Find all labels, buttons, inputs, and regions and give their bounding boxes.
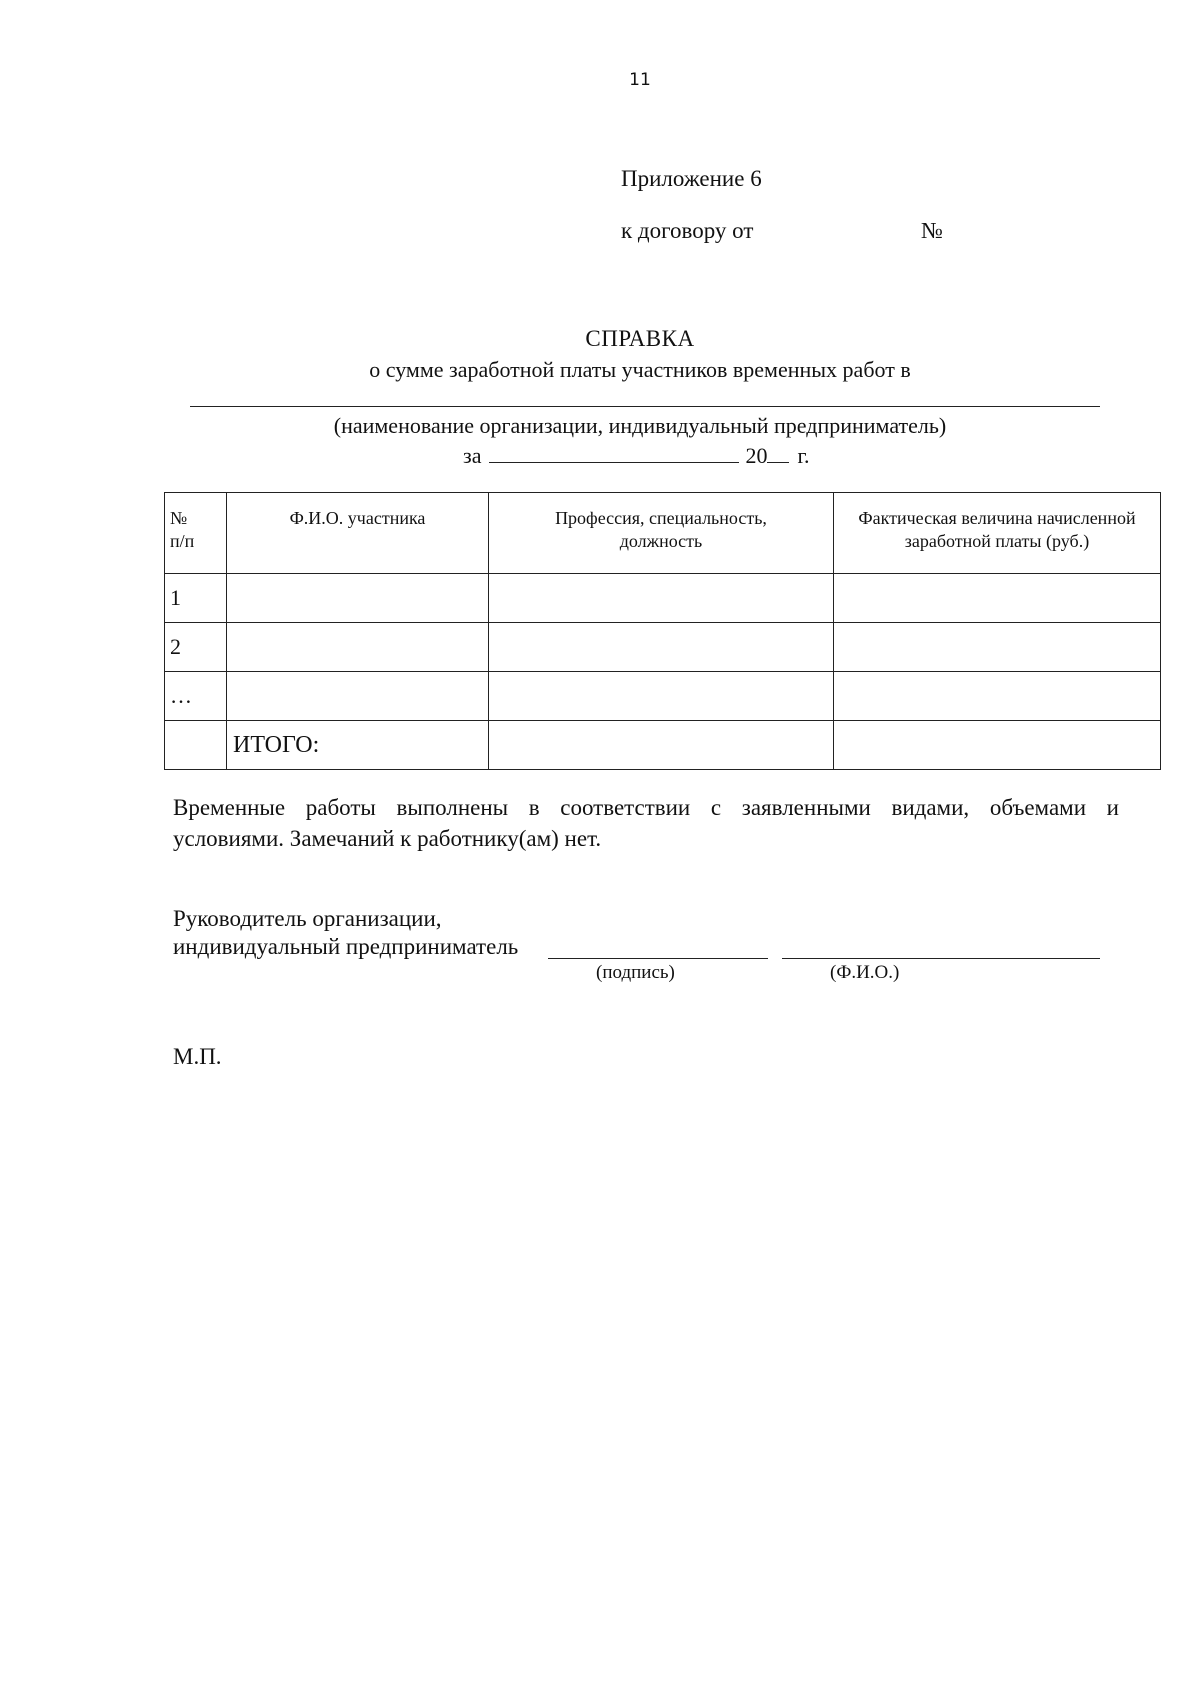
header-salary [834, 493, 1161, 574]
period-line [463, 442, 810, 469]
stamp-placeholder: М.П. [173, 1044, 222, 1069]
signature-line [548, 958, 768, 959]
salary-table [164, 492, 1161, 770]
period-prefix: за [463, 443, 482, 468]
salary-cell [834, 623, 1161, 672]
period-suffix: г. [797, 443, 810, 468]
fio-line [782, 958, 1100, 959]
header-profession-text: Профессия, специальность, должность [555, 508, 767, 551]
profession-cell [489, 623, 834, 672]
header-name-text: Ф.И.О. участника [289, 508, 426, 528]
contract-number-sign: № [921, 218, 943, 243]
appendix-title: Приложение 6 [621, 166, 762, 191]
table-row [165, 623, 1161, 672]
row-number-cell: 1 [165, 574, 227, 623]
period-year: 20 [745, 443, 768, 468]
salary-cell [834, 672, 1161, 721]
participant-name-cell [227, 672, 489, 721]
table-header-row [165, 493, 1161, 574]
total-salary-cell [834, 721, 1161, 770]
table-row [165, 672, 1161, 721]
total-number-cell [165, 721, 227, 770]
period-blank [489, 442, 739, 463]
organization-caption: (наименование организации, индивидуальный предприниматель) [333, 413, 947, 438]
profession-cell [489, 672, 834, 721]
page-number: 11 [629, 70, 651, 90]
conclusion-text [173, 792, 1119, 854]
period-year-blank [767, 442, 789, 463]
conclusion-line-1: Временные работы выполнены в соответствии с заявленными видами, объемами и [173, 795, 1119, 820]
header-number [165, 493, 227, 574]
header-participant-name [227, 493, 489, 574]
salary-cell [834, 574, 1161, 623]
total-profession-cell [489, 721, 834, 770]
contract-reference [621, 218, 943, 244]
participant-name-cell [227, 623, 489, 672]
signer-role-line-1: Руководитель организации, [173, 906, 442, 931]
conclusion-line-2: условиями. Замечаний к работнику(ам) нет. [173, 826, 602, 851]
participant-name-cell [227, 574, 489, 623]
document-subtitle: о сумме заработной платы участников временных работ в [369, 357, 911, 382]
document-title: СПРАВКА [585, 326, 695, 351]
signature-caption: (подпись) [596, 962, 675, 983]
row-number-cell: 2 [165, 623, 227, 672]
total-row [165, 721, 1161, 770]
organization-name-line [190, 406, 1100, 407]
header-number-text: № п/п [170, 508, 195, 551]
table-row [165, 574, 1161, 623]
profession-cell [489, 574, 834, 623]
contract-prefix: к договору от [621, 218, 754, 243]
total-label: ИТОГО: [227, 721, 489, 770]
signer-role-line-2: индивидуальный предприниматель [173, 934, 519, 959]
row-number-cell: … [165, 672, 227, 721]
fio-caption: (Ф.И.О.) [830, 962, 900, 983]
header-salary-text: Фактическая величина начисленной заработной платы (руб.) [858, 508, 1136, 551]
header-profession [489, 493, 834, 574]
